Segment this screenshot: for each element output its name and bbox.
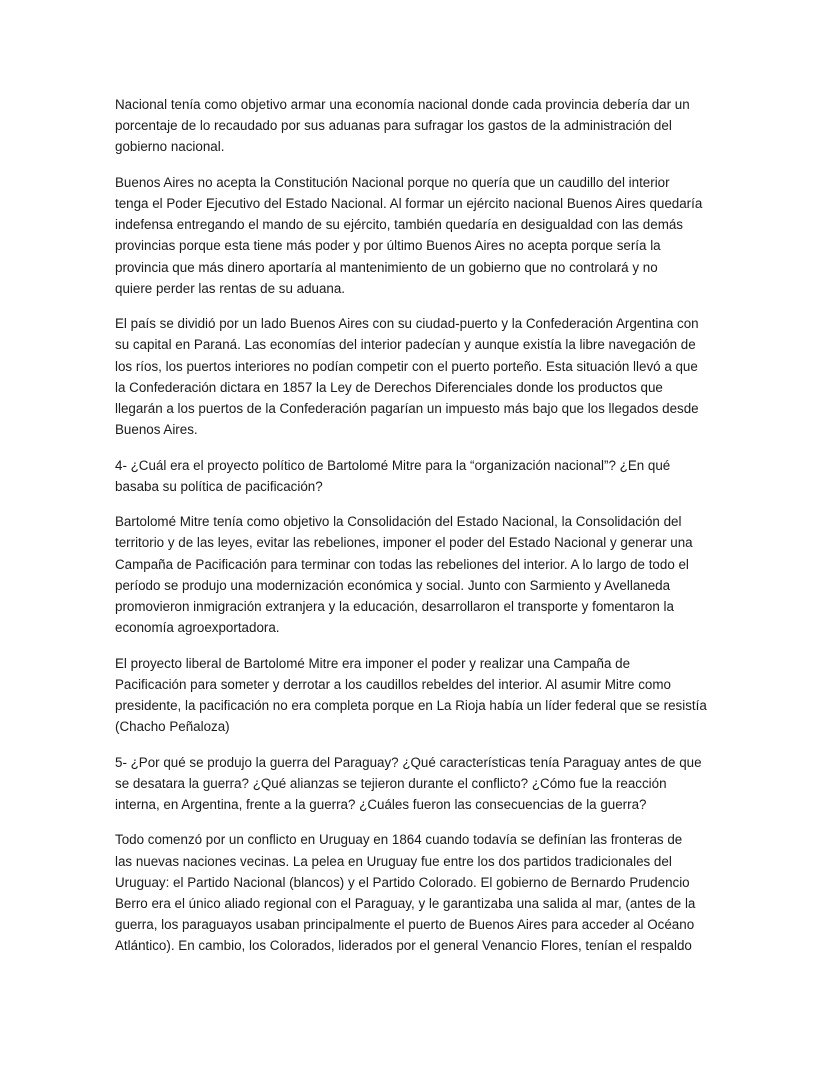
- text-line: gobierno nacional.: [115, 139, 225, 155]
- text-line: Bartolomé Mitre tenía como objetivo la Consolidación del Estado Nacional, la Consolidación del: [115, 514, 682, 530]
- paragraph-buenos-aires-constitucion: [115, 172, 715, 299]
- text-line: Buenos Aires.: [115, 422, 198, 438]
- question-5: [115, 752, 715, 816]
- text-line: promovieron inmigración extranjera y la educación, desarrollaron el transporte y fomentaron la: [115, 599, 674, 615]
- text-line: período se produjo una modernización económica y social. Junto con Sarmiento y Avellaneda: [115, 577, 671, 593]
- text-line: la Confederación dictara en 1857 la Ley de Derechos Diferenciales donde los productos que: [115, 379, 663, 395]
- text-line: los ríos, los puertos interiores no podían competir con el puerto porteño. Esta situación llevó a que: [115, 358, 698, 374]
- document-body: [115, 94, 715, 971]
- text-line: territorio y de las leyes, evitar las rebeliones, imponer el poder del Estado Nacional y generar una: [115, 535, 693, 551]
- text-line: Buenos Aires no acepta la Constitución Nacional porque no quería que un caudillo del interior: [115, 174, 670, 190]
- text-line: guerra, los paraguayos usaban principalmente el puerto de Buenos Aires para acceder al Océano: [115, 917, 695, 933]
- text-line: basaba su política de pacificación?: [115, 478, 323, 494]
- paragraph-mitre-objetivo: [115, 511, 715, 638]
- text-line: se desatara la guerra? ¿Qué alianzas se tejieron durante el conflicto? ¿Cómo fue la reacción: [115, 775, 667, 791]
- text-line: Atlántico). En cambio, los Colorados, liderados por el general Venancio Flores, tenían el respaldo: [115, 938, 692, 954]
- paragraph-pais-dividido: [115, 313, 715, 440]
- text-line: indefensa entregando el mando de su ejército, también quedaría en desigualdad con las demás: [115, 217, 684, 233]
- question-4: [115, 455, 715, 497]
- text-line: llegarán a los puertos de la Confederación pagarían un impuesto más bajo que los llegados desde: [115, 401, 699, 417]
- text-line: El proyecto liberal de Bartolomé Mitre era imponer el poder y realizar una Campaña de: [115, 655, 631, 671]
- paragraph-nacional-objetivo: [115, 94, 715, 158]
- text-line: 5- ¿Por qué se produjo la guerra del Paraguay? ¿Qué características tenía Paraguay antes de que: [115, 754, 702, 770]
- text-line: su capital en Paraná. Las economías del interior padecían y aunque existía la libre navegación de: [115, 337, 696, 353]
- text-line: provincia que más dinero aportaría al mantenimiento de un gobierno que no controlará y no: [115, 259, 658, 275]
- text-line: Pacificación para someter y derrotar a los caudillos rebeldes del interior. Al asumir Mitre como: [115, 676, 671, 692]
- paragraph-conflicto-uruguay: [115, 829, 715, 956]
- text-line: tenga el Poder Ejecutivo del Estado Nacional. Al formar un ejército nacional Buenos Aires quedaría: [115, 196, 703, 211]
- text-line: Uruguay: el Partido Nacional (blancos) y el Partido Colorado. El gobierno de Bernardo Prudencio: [115, 874, 690, 890]
- text-line: economía agroexportadora.: [115, 620, 280, 636]
- text-line: El país se dividió por un lado Buenos Aires con su ciudad-puerto y la Confederación Argentina con: [115, 316, 699, 332]
- text-line: Nacional tenía como objetivo armar una economía nacional donde cada provincia debería dar un: [115, 97, 690, 112]
- text-line: Campaña de Pacificación para terminar con todas las rebeliones del interior. A lo largo de todo el: [115, 556, 689, 572]
- text-line: interna, en Argentina, frente a la guerra? ¿Cuáles fueron las consecuencias de la guerra?: [115, 797, 647, 813]
- paragraph-proyecto-liberal: [115, 653, 715, 738]
- text-line: presidente, la pacificación no era completa porque en La Rioja había un líder federal que se resistía: [115, 698, 707, 714]
- text-line: Berro era el único aliado regional con el Paraguay, y le garantizaba una salida al mar, (antes de la: [115, 896, 696, 912]
- text-line: (Chacho Peñaloza): [115, 719, 230, 735]
- text-line: 4- ¿Cuál era el proyecto político de Bartolomé Mitre para la “organización nacional”? ¿En qué: [115, 457, 671, 473]
- text-line: Todo comenzó por un conflicto en Uruguay en 1864 cuando todavía se definían las fronteras de: [115, 832, 683, 848]
- text-line: provincias porque esta tiene más poder y por último Buenos Aires no acepta porque sería la: [115, 238, 661, 254]
- text-line: porcentaje de lo recaudado por sus aduanas para sufragar los gastos de la administración del: [115, 118, 672, 134]
- text-line: las nuevas naciones vecinas. La pelea en Uruguay fue entre los dos partidos tradicionales del: [115, 853, 672, 869]
- text-line: quiere perder las rentas de su aduana.: [115, 280, 346, 296]
